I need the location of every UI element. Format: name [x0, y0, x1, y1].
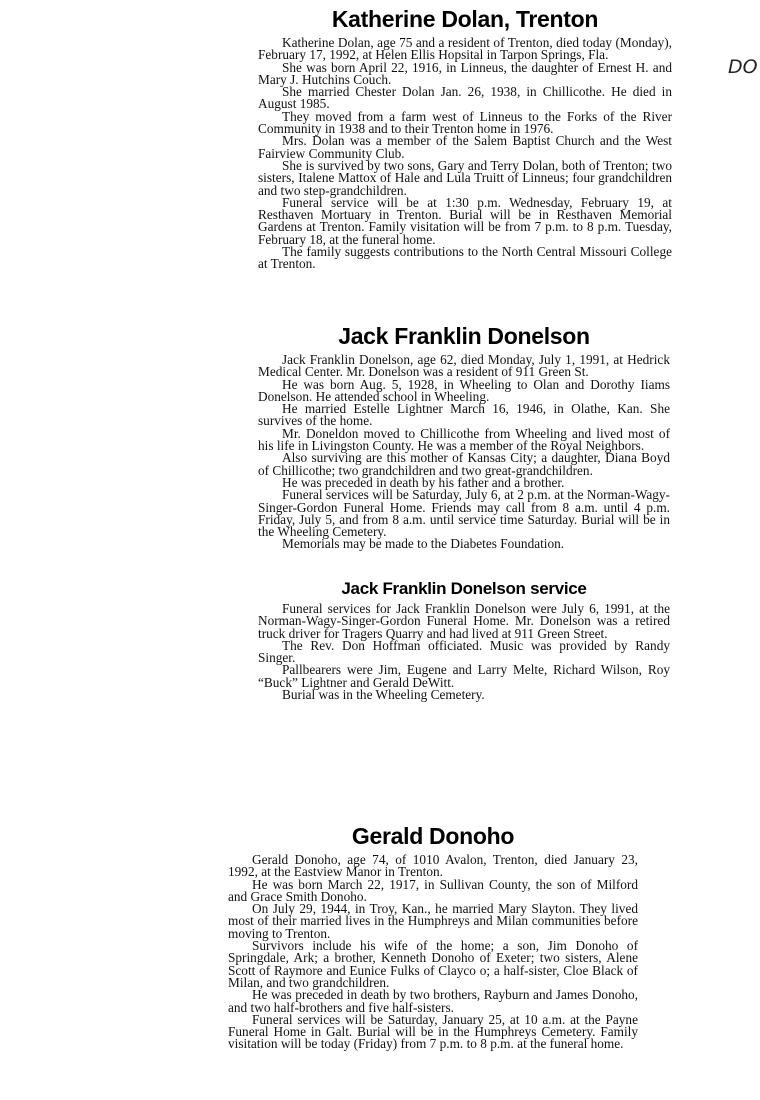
paragraph: Funeral services will be Saturday, January 25, at 10 a.m. at the Payne Funeral Home in Galt. Burial will be in the Humphreys Cemetery. Family visitation will be today (Friday) from 7 p.m. to 8 p.m. at the funeral home. — [228, 1011, 638, 1052]
paragraph: He was born March 22, 1917, in Sullivan County, the son of Milford and Grace Smith Donoho. — [228, 876, 638, 904]
paragraph: Pallbearers were Jim, Eugene and Larry Melte, Richard Wilson, Roy “Buck” Lightner and Gerald DeWitt. — [258, 662, 670, 690]
paragraph: They moved from a farm west of Linneus to the Forks of the River Community in 1938 and to their Trenton home in 1976. — [258, 108, 672, 137]
obituary-katherine-dolan — [258, 8, 672, 271]
paragraph: He married Estelle Lightner March 16, 1946, in Olathe, Kan. She survives of the home. — [258, 401, 670, 429]
obituary-jack-franklin-donelson — [258, 325, 670, 551]
paragraph: The family suggests contributions to the North Central Missouri College at Trenton. — [258, 244, 672, 272]
paragraph: Burial was in the Wheeling Cemetery. — [282, 687, 485, 703]
paragraph: Also surviving are this mother of Kansas City; a daughter, Diana Boyd of Chillicothe; two grandchildren and two great-grandchildren. — [258, 450, 670, 478]
handwritten-margin-note: DO — [728, 56, 758, 78]
paragraph: Memorials may be made to the Diabetes Foundation. — [282, 536, 565, 552]
paragraph: Jack Franklin Donelson, age 62, died Monday, July 1, 1991, at Hedrick Medical Center. Mr. Donelson was a resident of 911 Green St. — [258, 352, 670, 380]
paragraph: Mr. Doneldon moved to Chillicothe from Wheeling and lived most of his life in Livingston County. He was a member of the Royal Neighbors. — [258, 425, 670, 454]
paragraph: Funeral service will be at 1:30 p.m. Wednesday, February 19, at Resthaven Mortuary in Trenton. Burial will be in Resthaven Memorial Gardens at Trenton. Family visitation will be from 7 p.m. to 8 p.m. Tuesday, February 18, at the funeral home. — [258, 194, 672, 247]
headline: Jack Franklin Donelson service — [341, 579, 587, 598]
paragraph: Funeral services for Jack Franklin Donelson were July 6, 1991, at the Norman-Wagy-Singer-Gordon Funeral Home. Mr. Donelson was a retired truck driver for Tragers Quarry and had lived at 911 Green Street. — [258, 601, 670, 641]
paragraph: Funeral services will be Saturday, July 6, at 2 p.m. at the Norman-Wagy-Singer-Gordon Funeral Home. Friends may call from 8 a.m. until 4 p.m. Friday, July 5, and from 8 a.m. until service time Saturday. Burial will be in the Wheeling Cemetery. — [258, 487, 670, 540]
paragraph: He was born Aug. 5, 1928, in Wheeling to Olan and Dorothy Iiams Donelson. He attended school in Wheeling. — [258, 376, 670, 404]
obituary-jack-franklin-donelson-service — [258, 580, 670, 701]
paragraph: Mrs. Dolan was a member of the Salem Baptist Church and the West Fairview Community Club. — [258, 133, 672, 161]
paragraph: She was born April 22, 1916, in Linneus, the daughter of Ernest H. and Mary J. Hutchins Couch. — [258, 59, 672, 87]
paragraph: The Rev. Don Hoffman officiated. Music was provided by Randy Singer. — [258, 637, 670, 666]
paragraph: Gerald Donoho, age 74, of 1010 Avalon, Trenton, died January 23, 1992, at the Eastview Manor in Trenton. — [228, 852, 638, 880]
headline: Gerald Donoho — [351, 823, 515, 849]
obituary-gerald-donoho — [228, 825, 638, 1051]
paragraph: He was preceded in death by his father and a brother. — [282, 474, 565, 490]
paragraph: Katherine Dolan, age 75 and a resident of Trenton, died today (Monday), February 17, 1992, at Helen Ellis Hopsital in Tarpon Springs, Fla. — [258, 35, 672, 63]
paragraph: He was preceded in death by two brothers, Rayburn and James Donoho, and two half-brothers and five half-sisters. — [228, 987, 638, 1015]
paragraph: She married Chester Dolan Jan. 26, 1938, in Chillicothe. He died in August 1985. — [258, 84, 672, 112]
paragraph: She is survived by two sons, Gary and Terry Dolan, both of Trenton; two sisters, Italene Mattox of Hale and Lula Truitt of Linneus; four grandchildren and two step-grandchildren. — [258, 157, 672, 198]
headline: Jack Franklin Donelson — [338, 323, 590, 349]
paragraph: On July 29, 1944, in Troy, Kan., he married Mary Slayton. They lived most of their married lives in the Humphreys and Milan communities before moving to Trenton. — [228, 901, 638, 941]
headline: Katherine Dolan, Trenton — [331, 6, 599, 32]
paragraph: Survivors include his wife of the home; a son, Jim Donoho of Springdale, Ark; a brother, Kenneth Donoho of Exeter; two sisters, Alene Scott of Raymore and Eunice Fulks of Clayco o; a half-sister, Cloe Black of Milan, and two grandchildren. — [228, 938, 638, 990]
